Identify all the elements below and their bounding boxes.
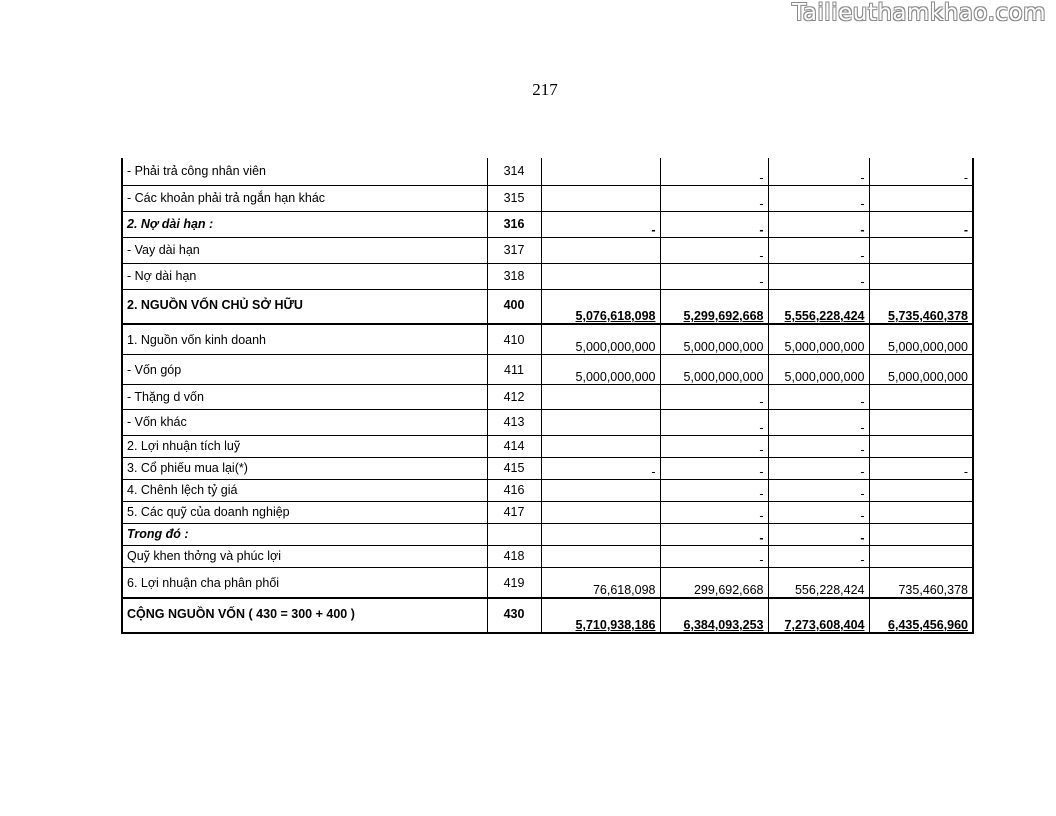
table-row	[122, 409, 973, 435]
page-number: 217	[532, 80, 558, 99]
value-col-4: 735,460,378	[869, 567, 973, 598]
table-row	[122, 384, 973, 409]
table-row	[122, 479, 973, 501]
table-row	[122, 263, 973, 289]
table-row	[122, 435, 973, 457]
value-col-2: -	[660, 158, 768, 185]
value-col-1: -	[541, 211, 660, 237]
value-col-3: -	[768, 185, 869, 211]
value-text: 5,076,618,098	[575, 309, 656, 323]
row-code: 411	[487, 354, 541, 384]
value-col-4	[869, 409, 973, 435]
value-col-2: -	[660, 435, 768, 457]
value-col-1	[541, 384, 660, 409]
value-col-1	[541, 185, 660, 211]
row-code: 317	[487, 237, 541, 263]
value-col-4	[869, 545, 973, 567]
value-col-1: 76,618,098	[541, 567, 660, 598]
value-col-2: -	[660, 263, 768, 289]
value-col-3: -	[768, 158, 869, 185]
value-col-1	[541, 501, 660, 523]
value-col-3: -	[768, 384, 869, 409]
row-code: 316	[487, 211, 541, 237]
table-row	[122, 185, 973, 211]
value-col-4: 5,000,000,000	[869, 324, 973, 354]
value-col-2: -	[660, 545, 768, 567]
row-label: - Thặng d vốn	[122, 384, 487, 409]
table-row	[122, 158, 973, 185]
value-text: 5,710,938,186	[575, 618, 656, 632]
row-code: 318	[487, 263, 541, 289]
value-text: 6,384,093,253	[683, 618, 764, 632]
value-col-1	[541, 479, 660, 501]
table-row	[122, 237, 973, 263]
value-col-4	[869, 237, 973, 263]
row-label: - Phải trả công nhân viên	[122, 158, 487, 185]
value-col-4	[869, 263, 973, 289]
value-col-3: -	[768, 523, 869, 545]
value-col-1	[541, 435, 660, 457]
value-col-3: -	[768, 545, 869, 567]
row-label: Quỹ khen thởng và phúc lợi	[122, 545, 487, 567]
row-label: - Vốn góp	[122, 354, 487, 384]
value-col-4: -	[869, 158, 973, 185]
value-text: 6,435,456,960	[888, 618, 968, 632]
row-label: 2. NGUỒN VỐN CHỦ SỞ HỮU	[122, 289, 487, 324]
value-col-3: -	[768, 457, 869, 479]
row-label: - Vay dài hạn	[122, 237, 487, 263]
row-code: 414	[487, 435, 541, 457]
value-col-1	[541, 545, 660, 567]
value-col-2: -	[660, 384, 768, 409]
value-col-2: -	[660, 457, 768, 479]
value-col-3: -	[768, 501, 869, 523]
row-label: CỘNG NGUỒN VỐN ( 430 = 300 + 400 )	[122, 598, 487, 633]
value-col-3: -	[768, 435, 869, 457]
value-col-2	[660, 598, 768, 633]
table-row	[122, 545, 973, 567]
row-label: 6. Lợi nhuận cha phân phối	[122, 567, 487, 598]
row-label: 3. Cổ phiếu mua lại(*)	[122, 457, 487, 479]
value-col-2: -	[660, 501, 768, 523]
value-col-4	[869, 435, 973, 457]
row-code: 315	[487, 185, 541, 211]
value-col-4: 5,000,000,000	[869, 354, 973, 384]
row-code: 410	[487, 324, 541, 354]
row-code: 417	[487, 501, 541, 523]
value-col-4	[869, 479, 973, 501]
row-code: 418	[487, 545, 541, 567]
value-col-3: -	[768, 237, 869, 263]
table-row	[122, 501, 973, 523]
value-col-1: 5,000,000,000	[541, 354, 660, 384]
value-col-1	[541, 598, 660, 633]
value-col-2: -	[660, 185, 768, 211]
value-col-2: 5,000,000,000	[660, 354, 768, 384]
value-col-2: 5,000,000,000	[660, 324, 768, 354]
table-row	[122, 598, 973, 633]
table-row	[122, 354, 973, 384]
table-row	[122, 523, 973, 545]
table-row	[122, 324, 973, 354]
value-col-3: 556,228,424	[768, 567, 869, 598]
row-label: 2. Nợ dài hạn :	[122, 211, 487, 237]
value-col-4	[869, 598, 973, 633]
row-label: - Các khoản phải trả ngắn hạn khác	[122, 185, 487, 211]
value-col-3	[768, 289, 869, 324]
row-code	[487, 523, 541, 545]
value-col-2: -	[660, 523, 768, 545]
value-col-3	[768, 598, 869, 633]
value-col-1	[541, 263, 660, 289]
row-label: 5. Các quỹ của doanh nghiệp	[122, 501, 487, 523]
value-col-1: 5,000,000,000	[541, 324, 660, 354]
row-code: 419	[487, 567, 541, 598]
value-col-2	[660, 289, 768, 324]
row-code: 416	[487, 479, 541, 501]
value-col-1	[541, 289, 660, 324]
row-code: 400	[487, 289, 541, 324]
value-col-4	[869, 384, 973, 409]
row-label: 1. Nguồn vốn kinh doanh	[122, 324, 487, 354]
value-col-1: -	[541, 457, 660, 479]
value-text: 5,735,460,378	[888, 309, 968, 323]
value-col-4	[869, 501, 973, 523]
value-col-2: -	[660, 237, 768, 263]
value-text: 7,273,608,404	[784, 618, 865, 632]
value-col-1	[541, 409, 660, 435]
value-col-3: -	[768, 211, 869, 237]
row-label: - Nợ dài hạn	[122, 263, 487, 289]
value-col-4: -	[869, 457, 973, 479]
watermark: Tailieuthamkhao.com	[792, 0, 1046, 26]
table-row	[122, 289, 973, 324]
row-label: 2. Lợi nhuận tích luỹ	[122, 435, 487, 457]
value-col-1	[541, 523, 660, 545]
value-col-2: 299,692,668	[660, 567, 768, 598]
row-label: - Vốn khác	[122, 409, 487, 435]
value-col-2: -	[660, 409, 768, 435]
value-col-3: -	[768, 409, 869, 435]
value-col-4	[869, 185, 973, 211]
value-col-4: -	[869, 211, 973, 237]
value-col-2: -	[660, 479, 768, 501]
row-label: 4. Chênh lệch tỷ giá	[122, 479, 487, 501]
value-col-3: 5,000,000,000	[768, 354, 869, 384]
value-text: 5,556,228,424	[784, 309, 865, 323]
value-col-3: -	[768, 479, 869, 501]
value-col-3: 5,000,000,000	[768, 324, 869, 354]
row-label: Trong đó :	[122, 523, 487, 545]
row-code: 314	[487, 158, 541, 185]
table-row	[122, 211, 973, 237]
table-row	[122, 457, 973, 479]
balance-sheet-table	[121, 158, 974, 634]
row-code: 415	[487, 457, 541, 479]
row-code: 412	[487, 384, 541, 409]
value-col-4	[869, 523, 973, 545]
value-col-4	[869, 289, 973, 324]
value-col-1	[541, 158, 660, 185]
value-col-3: -	[768, 263, 869, 289]
table-row	[122, 567, 973, 598]
row-code: 430	[487, 598, 541, 633]
value-text: 5,299,692,668	[683, 309, 764, 323]
value-col-1	[541, 237, 660, 263]
value-col-2: -	[660, 211, 768, 237]
row-code: 413	[487, 409, 541, 435]
